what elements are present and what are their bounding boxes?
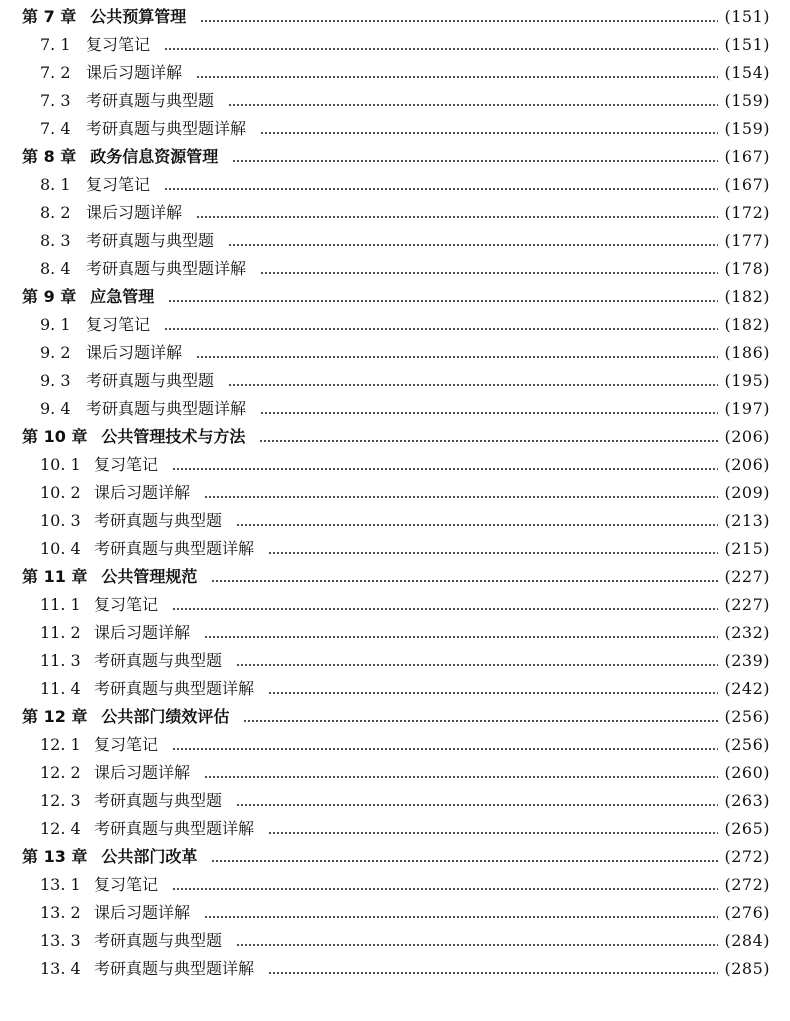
section-number: 11. 4 <box>40 679 81 698</box>
page-number: (197) <box>724 399 770 418</box>
page-number: (167) <box>724 175 770 194</box>
section-title: 课后习题详解 <box>94 483 191 502</box>
chapter-title: 政务信息资源管理 <box>90 147 219 166</box>
section-title: 考研真题与典型题详解 <box>86 259 247 278</box>
page-number: (265) <box>724 819 770 838</box>
toc-section-row[interactable] <box>22 199 770 227</box>
section-title: 考研真题与典型题 <box>94 791 223 810</box>
section-number: 8. 3 <box>40 231 71 250</box>
section-number: 13. 2 <box>40 903 81 922</box>
page-number: (178) <box>724 259 770 278</box>
page-number: (263) <box>724 791 770 810</box>
toc-section-row[interactable] <box>22 115 770 143</box>
section-number: 7. 1 <box>40 35 71 54</box>
dot-leader <box>172 748 718 750</box>
page-number: (256) <box>724 707 770 726</box>
chapter-number: 第 13 章 <box>22 847 88 866</box>
dot-leader <box>204 636 718 638</box>
page-number: (272) <box>724 875 770 894</box>
section-number: 11. 3 <box>40 651 81 670</box>
section-title: 考研真题与典型题 <box>94 931 223 950</box>
chapter-number: 第 12 章 <box>22 707 88 726</box>
toc-section-row[interactable] <box>22 731 770 759</box>
dot-leader <box>196 216 718 218</box>
page-number: (177) <box>724 231 770 250</box>
section-title: 课后习题详解 <box>94 763 191 782</box>
toc-chapter-row[interactable] <box>22 423 770 451</box>
section-number: 12. 4 <box>40 819 81 838</box>
toc-section-row[interactable] <box>22 619 770 647</box>
toc-section-row[interactable] <box>22 927 770 955</box>
page-number: (151) <box>724 7 770 26</box>
dot-leader <box>259 440 718 442</box>
page-number: (215) <box>724 539 770 558</box>
dot-leader <box>172 468 718 470</box>
section-title: 课后习题详解 <box>94 903 191 922</box>
dot-leader <box>268 552 718 554</box>
dot-leader <box>236 804 718 806</box>
page-number: (159) <box>724 91 770 110</box>
page-number: (206) <box>724 455 770 474</box>
section-title: 复习笔记 <box>94 595 159 614</box>
dot-leader <box>196 76 718 78</box>
dot-leader <box>243 720 718 722</box>
toc-section-row[interactable] <box>22 311 770 339</box>
page-number: (172) <box>724 203 770 222</box>
chapter-title: 公共部门改革 <box>101 847 198 866</box>
toc-section-row[interactable] <box>22 871 770 899</box>
chapter-number: 第 8 章 <box>22 147 77 166</box>
dot-leader <box>204 776 718 778</box>
section-title: 考研真题与典型题详解 <box>94 679 255 698</box>
chapter-number: 第 11 章 <box>22 567 88 586</box>
page-number: (227) <box>724 567 770 586</box>
chapter-number: 第 7 章 <box>22 7 77 26</box>
page-number: (239) <box>724 651 770 670</box>
section-title: 复习笔记 <box>94 735 159 754</box>
section-number: 7. 2 <box>40 63 71 82</box>
section-title: 复习笔记 <box>94 875 159 894</box>
page-number: (285) <box>724 959 770 978</box>
toc-section-row[interactable] <box>22 87 770 115</box>
section-number: 13. 1 <box>40 875 81 894</box>
toc-section-row[interactable] <box>22 759 770 787</box>
page-number: (154) <box>724 63 770 82</box>
toc-section-row[interactable] <box>22 535 770 563</box>
chapter-title: 公共部门绩效评估 <box>101 707 230 726</box>
section-number: 10. 4 <box>40 539 81 558</box>
page-number: (186) <box>724 343 770 362</box>
toc-section-row[interactable] <box>22 367 770 395</box>
chapter-title: 公共管理规范 <box>101 567 198 586</box>
page-number: (227) <box>724 595 770 614</box>
section-title: 考研真题与典型题 <box>86 231 215 250</box>
page-number: (182) <box>724 315 770 334</box>
chapter-number: 第 9 章 <box>22 287 77 306</box>
section-number: 7. 4 <box>40 119 71 138</box>
section-title: 考研真题与典型题详解 <box>94 959 255 978</box>
section-number: 12. 2 <box>40 763 81 782</box>
page-number: (167) <box>724 147 770 166</box>
section-title: 考研真题与典型题详解 <box>94 819 255 838</box>
dot-leader <box>260 132 718 134</box>
dot-leader <box>236 944 718 946</box>
section-number: 11. 1 <box>40 595 81 614</box>
page-number: (151) <box>724 35 770 54</box>
section-title: 课后习题详解 <box>86 63 183 82</box>
section-number: 9. 3 <box>40 371 71 390</box>
toc-section-row[interactable] <box>22 591 770 619</box>
section-title: 课后习题详解 <box>86 343 183 362</box>
page-number: (272) <box>724 847 770 866</box>
dot-leader <box>211 580 718 582</box>
section-title: 考研真题与典型题详解 <box>94 539 255 558</box>
dot-leader <box>268 972 718 974</box>
section-title: 考研真题与典型题 <box>94 651 223 670</box>
dot-leader <box>236 524 718 526</box>
section-number: 10. 1 <box>40 455 81 474</box>
toc-section-row[interactable] <box>22 899 770 927</box>
dot-leader <box>164 48 718 50</box>
toc-section-row[interactable] <box>22 339 770 367</box>
section-number: 10. 2 <box>40 483 81 502</box>
section-title: 复习笔记 <box>94 455 159 474</box>
section-title: 考研真题与典型题详解 <box>86 399 247 418</box>
dot-leader <box>164 188 718 190</box>
section-number: 9. 2 <box>40 343 71 362</box>
toc-section-row[interactable] <box>22 171 770 199</box>
toc-chapter-row[interactable] <box>22 143 770 171</box>
section-title: 课后习题详解 <box>94 623 191 642</box>
page-number: (276) <box>724 903 770 922</box>
section-number: 13. 4 <box>40 959 81 978</box>
page-number: (213) <box>724 511 770 530</box>
toc-chapter-row[interactable] <box>22 563 770 591</box>
page-number: (232) <box>724 623 770 642</box>
section-number: 12. 3 <box>40 791 81 810</box>
dot-leader <box>196 356 718 358</box>
toc-section-row[interactable] <box>22 647 770 675</box>
section-number: 7. 3 <box>40 91 71 110</box>
chapter-number: 第 10 章 <box>22 427 88 446</box>
page-number: (209) <box>724 483 770 502</box>
section-number: 8. 2 <box>40 203 71 222</box>
dot-leader <box>232 160 718 162</box>
toc-section-row[interactable] <box>22 507 770 535</box>
dot-leader <box>200 20 718 22</box>
toc-section-row[interactable] <box>22 59 770 87</box>
dot-leader <box>268 832 718 834</box>
toc-chapter-row[interactable] <box>22 283 770 311</box>
page-number: (256) <box>724 735 770 754</box>
toc-section-row[interactable] <box>22 451 770 479</box>
page-number: (242) <box>724 679 770 698</box>
toc-chapter-row[interactable] <box>22 843 770 871</box>
page-number: (182) <box>724 287 770 306</box>
dot-leader <box>164 328 718 330</box>
chapter-title: 公共管理技术与方法 <box>101 427 246 446</box>
section-number: 8. 1 <box>40 175 71 194</box>
toc-section-row[interactable] <box>22 787 770 815</box>
section-title: 考研真题与典型题 <box>86 91 215 110</box>
dot-leader <box>228 244 718 246</box>
section-title: 复习笔记 <box>86 35 151 54</box>
section-number: 13. 3 <box>40 931 81 950</box>
section-number: 10. 3 <box>40 511 81 530</box>
section-number: 12. 1 <box>40 735 81 754</box>
page-number: (195) <box>724 371 770 390</box>
toc-section-row[interactable] <box>22 955 770 983</box>
dot-leader <box>260 412 718 414</box>
section-number: 9. 1 <box>40 315 71 334</box>
dot-leader <box>168 300 718 302</box>
section-title: 考研真题与典型题详解 <box>86 119 247 138</box>
dot-leader <box>211 860 718 862</box>
toc-section-row[interactable] <box>22 255 770 283</box>
toc-chapter-row[interactable] <box>22 3 770 31</box>
toc-section-row[interactable] <box>22 479 770 507</box>
section-title: 复习笔记 <box>86 315 151 334</box>
dot-leader <box>228 104 718 106</box>
section-number: 8. 4 <box>40 259 71 278</box>
dot-leader <box>228 384 718 386</box>
toc-section-row[interactable] <box>22 395 770 423</box>
page-number: (284) <box>724 931 770 950</box>
section-number: 11. 2 <box>40 623 81 642</box>
toc-section-row[interactable] <box>22 675 770 703</box>
toc-chapter-row[interactable] <box>22 703 770 731</box>
dot-leader <box>172 888 718 890</box>
section-number: 9. 4 <box>40 399 71 418</box>
toc-section-row[interactable] <box>22 227 770 255</box>
section-title: 考研真题与典型题 <box>94 511 223 530</box>
section-title: 课后习题详解 <box>86 203 183 222</box>
dot-leader <box>172 608 718 610</box>
dot-leader <box>268 692 718 694</box>
section-title: 考研真题与典型题 <box>86 371 215 390</box>
chapter-title: 应急管理 <box>90 287 155 306</box>
toc-section-row[interactable] <box>22 815 770 843</box>
table-of-contents <box>22 3 770 983</box>
dot-leader <box>204 496 718 498</box>
section-title: 复习笔记 <box>86 175 151 194</box>
page-number: (260) <box>724 763 770 782</box>
page-number: (206) <box>724 427 770 446</box>
page-number: (159) <box>724 119 770 138</box>
toc-section-row[interactable] <box>22 31 770 59</box>
dot-leader <box>236 664 718 666</box>
dot-leader <box>260 272 718 274</box>
chapter-title: 公共预算管理 <box>90 7 187 26</box>
dot-leader <box>204 916 718 918</box>
